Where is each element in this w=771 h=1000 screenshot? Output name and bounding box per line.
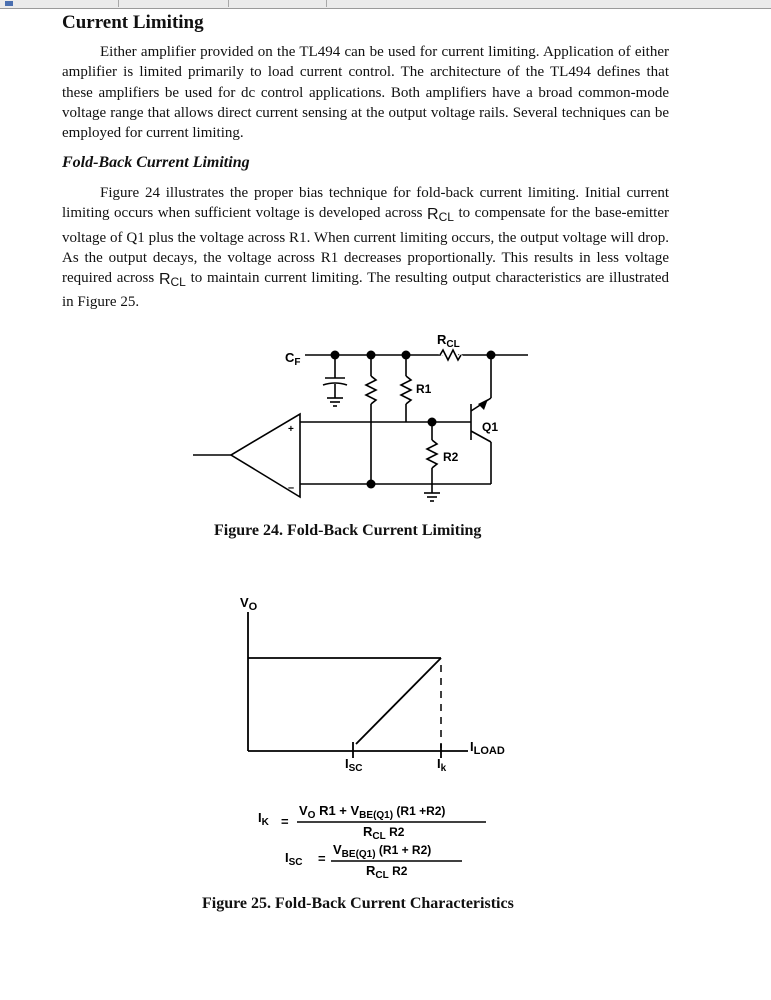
ik-main: I (437, 756, 441, 771)
isc-sub: SC (348, 763, 363, 774)
paragraph-foldback-text-c: to maintain current limiting. The resulting output characteristics are illustrated in Figure 25. (62, 270, 669, 311)
iload-axis-label (470, 739, 505, 757)
eq1-lhs (258, 810, 270, 828)
eq1-den-sub: CL (372, 831, 386, 842)
eq2-lhs (285, 850, 303, 868)
subsection-title: Fold-Back Current Limiting (62, 154, 250, 171)
eq1-num-vo-sub: O (307, 810, 316, 821)
eq2-lhs-main: I (285, 850, 289, 865)
eq1-den-r: R (363, 824, 373, 839)
r2-label: R2 (443, 450, 459, 464)
vo-sub: O (248, 601, 258, 613)
rcl-sub: CL (438, 210, 454, 225)
foldback-line (356, 658, 441, 744)
cf-label-main: C (285, 350, 295, 365)
cf-label-sub: F (294, 357, 301, 368)
eq1-equals: = (281, 814, 289, 829)
plus-sign: + (288, 424, 294, 435)
eq1-num-vbe-sub: BE(Q1) (359, 810, 394, 821)
eq2-lhs-sub: SC (288, 857, 303, 868)
eq1-num-mid: R1 + V (315, 803, 360, 818)
rcl-sub: CL (170, 275, 186, 290)
ik-label (437, 756, 447, 774)
figure24-caption: Figure 24. Fold-Back Current Limiting (214, 522, 482, 539)
minus-sign: – (288, 482, 295, 494)
isc-main: I (345, 756, 349, 771)
q1-label: Q1 (482, 420, 499, 434)
rcl-r: R (158, 271, 171, 289)
rcl-r: R (427, 206, 439, 224)
vo-main: V (240, 595, 249, 610)
paragraph-foldback-text-b: to compensate for the base-emitter voltage of Q1 plus the voltage across R1. When current limiting occurs, the output voltage will drop. As the output decays, the voltage across R1 decreases proportionally. This results in less voltage required across (62, 205, 669, 287)
eq2-denominator (366, 863, 408, 881)
eq1-numerator (299, 803, 445, 821)
rcl-label-sub: CL (446, 339, 460, 350)
eq1-lhs-sub: K (261, 817, 269, 828)
r1-label: R1 (416, 382, 432, 396)
eq2-numerator (333, 842, 431, 860)
isc-label (345, 756, 363, 774)
eq2-den-r2: R2 (388, 864, 408, 878)
figure25-caption: Figure 25. Fold-Back Current Characteristics (202, 895, 514, 912)
eq1-num-end: (R1 +R2) (393, 804, 446, 818)
eq1-lhs-main: I (258, 810, 262, 825)
eq1-num-vo: V (299, 803, 308, 818)
eq1-denominator (363, 824, 405, 842)
eq1-den-r2: R2 (385, 825, 405, 839)
iload-sub: LOAD (473, 745, 505, 757)
eq2-den-r: R (366, 863, 376, 878)
eq2-num-end: (R1 + R2) (375, 843, 432, 857)
eq2-num-vbe-sub: BE(Q1) (341, 849, 376, 860)
eq2-num-vbe: V (333, 842, 342, 857)
paragraph-foldback-text-a: Figure 24 illustrates the proper bias technique for fold-back current limiting. Initial current limiting occurs when sufficient voltage is developed across (62, 185, 669, 222)
vo-axis-label (240, 595, 258, 613)
eq2-equals: = (318, 851, 326, 866)
iload-main: I (470, 739, 474, 754)
eq2-den-sub: CL (375, 870, 389, 881)
paragraph-intro-text: Either amplifier provided on the TL494 can be used for current limiting. Application of either amplifier is limited primarily to load current control. The architecture of the TL494 defines that these amplifiers be used for dc control applications. Both amplifiers have a broad common-mode voltage range that allows direct current sensing at the output voltage rails. Several techniques can be employed for current limiting. (62, 44, 669, 142)
rcl-label-main: R (437, 332, 447, 347)
ik-sub: k (440, 763, 447, 774)
section-title: Current Limiting (62, 12, 204, 33)
